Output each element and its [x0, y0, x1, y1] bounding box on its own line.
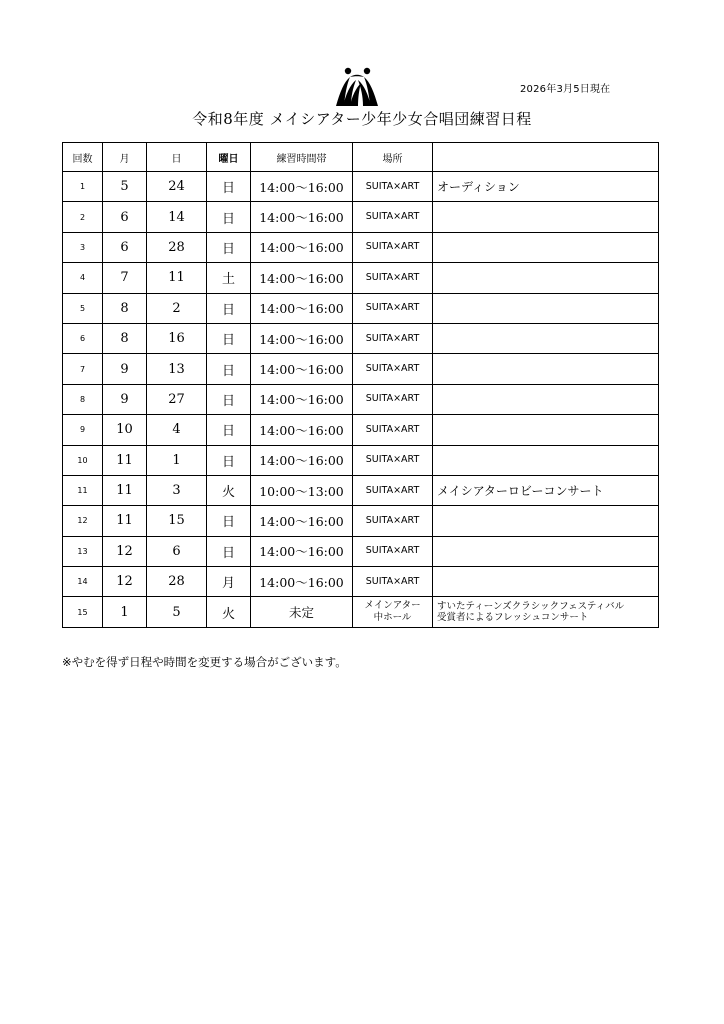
cell-time: 14:00～16:00	[251, 384, 353, 414]
cell-weekday: 日	[207, 415, 251, 445]
cell-notes	[433, 415, 659, 445]
header-weekday: 曜日	[207, 143, 251, 172]
table-row	[63, 445, 659, 475]
cell-weekday: 日	[207, 293, 251, 323]
table-header-row	[63, 143, 659, 172]
cell-venue	[353, 415, 433, 445]
venue-line-1: SUITA×ART	[365, 423, 420, 435]
table-row	[63, 172, 659, 202]
cell-venue	[353, 202, 433, 232]
cell-month: 12	[103, 567, 147, 597]
cell-weekday: 日	[207, 202, 251, 232]
cell-notes	[433, 323, 659, 353]
header-count: 回数	[63, 143, 103, 172]
venue-line-1: SUITA×ART	[365, 545, 420, 557]
table-row	[63, 567, 659, 597]
cell-time: 14:00～16:00	[251, 536, 353, 566]
cell-time: 14:00～16:00	[251, 506, 353, 536]
cell-month: 5	[103, 172, 147, 202]
cell-venue	[353, 597, 433, 627]
cell-notes	[433, 172, 659, 202]
cell-notes	[433, 567, 659, 597]
header-notes	[433, 143, 659, 172]
cell-notes	[433, 232, 659, 262]
cell-month: 11	[103, 506, 147, 536]
schedule-table	[62, 142, 659, 628]
table-row	[63, 384, 659, 414]
cell-month: 7	[103, 263, 147, 293]
cell-weekday: 火	[207, 597, 251, 627]
header-venue: 場所	[353, 143, 433, 172]
venue-line-1: SUITA×ART	[365, 302, 420, 314]
cell-time: 14:00～16:00	[251, 232, 353, 262]
cell-notes	[433, 384, 659, 414]
cell-count: 2	[63, 202, 103, 232]
cell-venue	[353, 536, 433, 566]
header-month: 月	[103, 143, 147, 172]
cell-weekday: 日	[207, 323, 251, 353]
cell-month: 1	[103, 597, 147, 627]
cell-day: 14	[147, 202, 207, 232]
cell-notes	[433, 506, 659, 536]
cell-time: 14:00～16:00	[251, 415, 353, 445]
cell-day: 28	[147, 567, 207, 597]
cell-day: 13	[147, 354, 207, 384]
cell-day: 3	[147, 475, 207, 505]
venue-line-2: 中ホール	[373, 612, 412, 624]
table-row	[63, 506, 659, 536]
cell-count: 4	[63, 263, 103, 293]
cell-venue	[353, 293, 433, 323]
cell-month: 9	[103, 354, 147, 384]
cell-time: 14:00～16:00	[251, 354, 353, 384]
cell-venue	[353, 232, 433, 262]
note-line-1: メイシアターロビーコンサート	[437, 484, 604, 499]
cell-month: 9	[103, 384, 147, 414]
cell-month: 6	[103, 232, 147, 262]
cell-month: 12	[103, 536, 147, 566]
venue-line-1: SUITA×ART	[365, 211, 420, 223]
cell-notes	[433, 597, 659, 627]
cell-day: 11	[147, 263, 207, 293]
cell-count: 14	[63, 567, 103, 597]
cell-notes	[433, 475, 659, 505]
cell-day: 6	[147, 536, 207, 566]
cell-count: 8	[63, 384, 103, 414]
choir-figures-logo-icon	[334, 66, 380, 108]
cell-count: 13	[63, 536, 103, 566]
cell-time: 14:00～16:00	[251, 263, 353, 293]
cell-day: 4	[147, 415, 207, 445]
cell-venue	[353, 172, 433, 202]
cell-weekday: 日	[207, 506, 251, 536]
cell-day: 1	[147, 445, 207, 475]
cell-weekday: 日	[207, 445, 251, 475]
cell-weekday: 月	[207, 567, 251, 597]
cell-time: 10:00～13:00	[251, 475, 353, 505]
cell-count: 12	[63, 506, 103, 536]
cell-weekday: 日	[207, 172, 251, 202]
cell-weekday: 火	[207, 475, 251, 505]
venue-line-1: メインアター	[364, 600, 421, 612]
cell-month: 8	[103, 323, 147, 353]
venue-line-1: SUITA×ART	[365, 393, 420, 405]
cell-weekday: 日	[207, 232, 251, 262]
cell-count: 9	[63, 415, 103, 445]
table-row	[63, 323, 659, 353]
cell-venue	[353, 384, 433, 414]
cell-venue	[353, 323, 433, 353]
cell-weekday: 日	[207, 384, 251, 414]
cell-notes	[433, 263, 659, 293]
cell-notes	[433, 445, 659, 475]
footnote: ※やむを得ず日程や時間を変更する場合がございます。	[62, 655, 347, 669]
cell-count: 15	[63, 597, 103, 627]
page-title: 令和8年度 メイシアター少年少女合唱団練習日程	[192, 110, 532, 128]
cell-notes	[433, 536, 659, 566]
cell-month: 11	[103, 445, 147, 475]
header-day: 日	[147, 143, 207, 172]
table-row	[63, 475, 659, 505]
venue-line-1: SUITA×ART	[365, 514, 420, 526]
venue-line-1: SUITA×ART	[365, 363, 420, 375]
table-row	[63, 354, 659, 384]
cell-venue	[353, 567, 433, 597]
cell-venue	[353, 354, 433, 384]
cell-time: 14:00～16:00	[251, 202, 353, 232]
cell-count: 10	[63, 445, 103, 475]
cell-time: 14:00～16:00	[251, 323, 353, 353]
note-line-2: 受賞者によるフレッシュコンサート	[437, 612, 589, 624]
cell-day: 28	[147, 232, 207, 262]
table-row	[63, 536, 659, 566]
table-row	[63, 263, 659, 293]
header-time: 練習時間帯	[251, 143, 353, 172]
cell-time: 14:00～16:00	[251, 567, 353, 597]
cell-weekday: 日	[207, 354, 251, 384]
venue-line-1: SUITA×ART	[365, 332, 420, 344]
cell-month: 6	[103, 202, 147, 232]
cell-month: 11	[103, 475, 147, 505]
cell-count: 11	[63, 475, 103, 505]
cell-notes	[433, 293, 659, 323]
cell-venue	[353, 445, 433, 475]
issue-date: 2026年3月5日現在	[520, 84, 611, 95]
note-line-1: すいたティーンズクラシックフェスティバル	[437, 601, 625, 613]
cell-count: 1	[63, 172, 103, 202]
cell-time: 14:00～16:00	[251, 172, 353, 202]
cell-count: 3	[63, 232, 103, 262]
table-row	[63, 202, 659, 232]
cell-venue	[353, 475, 433, 505]
cell-day: 16	[147, 323, 207, 353]
cell-time: 未定	[251, 597, 353, 627]
venue-line-1: SUITA×ART	[365, 271, 420, 283]
cell-day: 24	[147, 172, 207, 202]
cell-time: 14:00～16:00	[251, 445, 353, 475]
table-row	[63, 293, 659, 323]
venue-line-1: SUITA×ART	[365, 454, 420, 466]
note-line-1: オーディション	[437, 180, 520, 195]
cell-count: 6	[63, 323, 103, 353]
cell-time: 14:00～16:00	[251, 293, 353, 323]
cell-day: 5	[147, 597, 207, 627]
venue-line-1: SUITA×ART	[365, 575, 420, 587]
cell-venue	[353, 263, 433, 293]
venue-line-1: SUITA×ART	[365, 180, 420, 192]
cell-venue	[353, 506, 433, 536]
cell-day: 2	[147, 293, 207, 323]
cell-count: 7	[63, 354, 103, 384]
venue-line-1: SUITA×ART	[365, 241, 420, 253]
cell-notes	[433, 202, 659, 232]
table-row	[63, 597, 659, 627]
cell-day: 27	[147, 384, 207, 414]
cell-notes	[433, 354, 659, 384]
cell-weekday: 土	[207, 263, 251, 293]
cell-day: 15	[147, 506, 207, 536]
cell-month: 10	[103, 415, 147, 445]
cell-weekday: 日	[207, 536, 251, 566]
table-row	[63, 415, 659, 445]
venue-line-1: SUITA×ART	[365, 484, 420, 496]
cell-month: 8	[103, 293, 147, 323]
table-row	[63, 232, 659, 262]
cell-count: 5	[63, 293, 103, 323]
